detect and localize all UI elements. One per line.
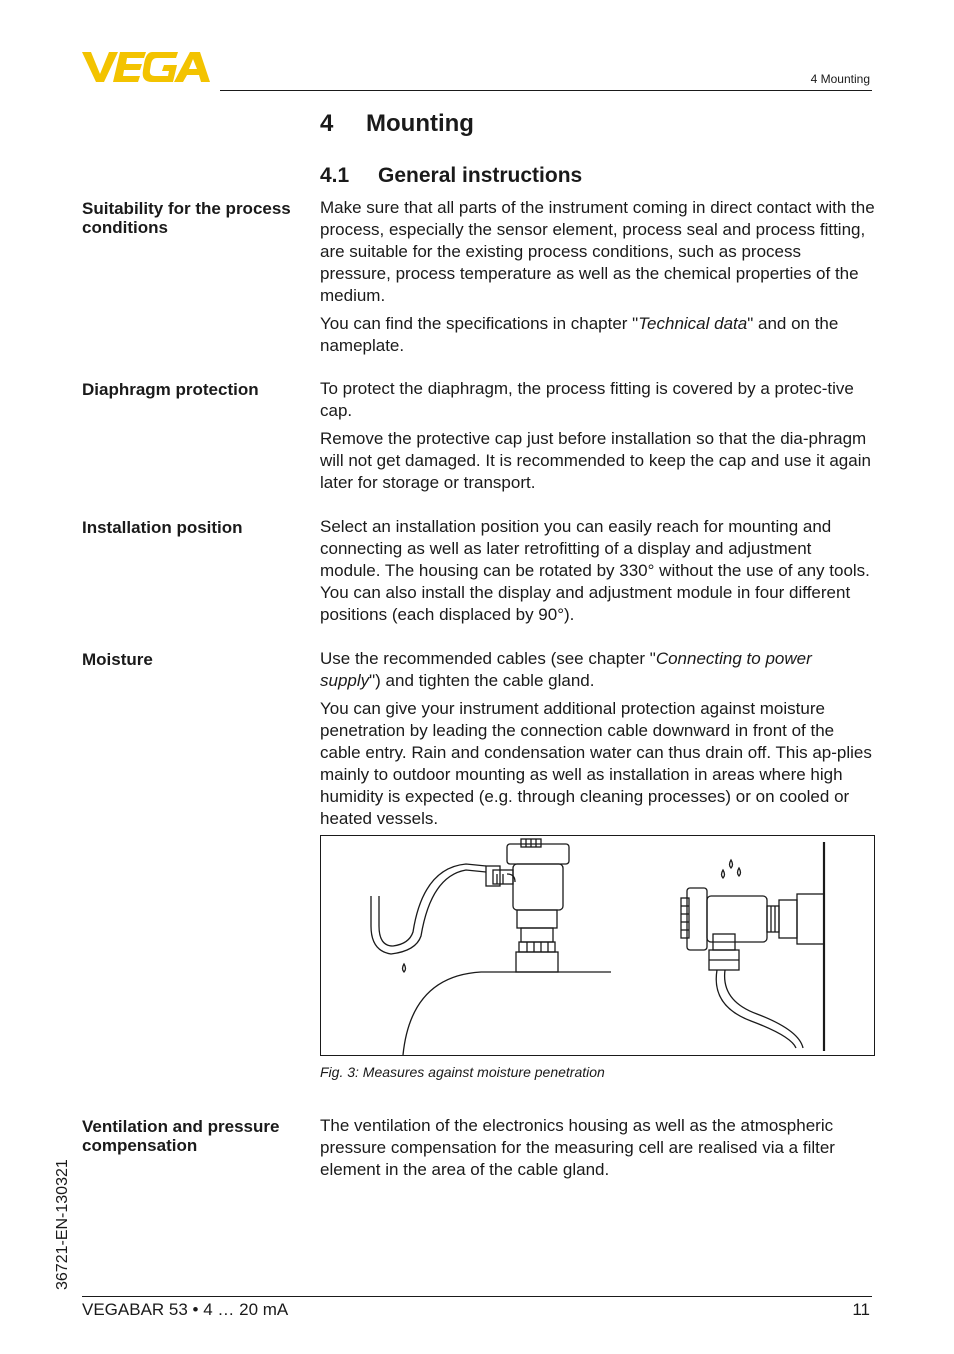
section-title bbox=[320, 164, 582, 188]
installation-paragraph-1: Select an installation position you can easily reach for mounting and connecting as well as later retrofitting of a display and adjustment module. The housing can be rotated by 330° without the use of any tools. You can also install the display and adjustment module in four different positions (each displaced by 90°). bbox=[320, 517, 870, 624]
suitability-paragraph-2 bbox=[320, 313, 876, 357]
chapter-number: 4 bbox=[320, 110, 334, 137]
vertical-mounting-drawing bbox=[371, 839, 611, 1055]
running-header: 4 Mounting bbox=[810, 72, 870, 86]
moisture-paragraph-2: You can give your instrument additional protection against moisture penetration by leading the connection cable downward in front of the cable entry. Rain and condensation water can thus drain off. This ap-plies mainly to outdoor mounting as well as installation in areas where high humidity is expected (e.g. through cleaning processes) or on cooled or heated vessels. bbox=[320, 699, 872, 828]
vega-logo-mark bbox=[82, 50, 212, 84]
chapter-title-text: Mounting bbox=[366, 110, 474, 137]
footer-rule bbox=[82, 1296, 872, 1297]
moisture-p1-end: ") and tighten the cable gland. bbox=[369, 671, 595, 690]
diaphragm-paragraph-2: Remove the protective cap just before installation so that the dia-phragm will not get damaged. It is recommended to keep the cap and use it again later for storage or transport. bbox=[320, 429, 871, 492]
ventilation-paragraph-1: The ventilation of the electronics housing as well as the atmospheric pressure compensation for the measuring cell are realised via a filter element in the area of the cable gland. bbox=[320, 1116, 835, 1179]
document-id: 36721-EN-130321 bbox=[54, 1159, 71, 1290]
diaphragm-body bbox=[320, 378, 876, 500]
diaphragm-paragraph-1: To protect the diaphragm, the process fitting is covered by a protec-tive cap. bbox=[320, 379, 854, 420]
suitability-heading: Suitability for the process conditions bbox=[82, 199, 291, 237]
moisture-illustration bbox=[321, 836, 874, 1055]
horizontal-mounting-drawing bbox=[681, 842, 824, 1051]
suitability-paragraph-1: Make sure that all parts of the instrument coming in direct contact with the process, especially the sensor element, process seal and process fitting, are suitable for the existing process conditions, such as process pressure, process temperature as well as the chemical properties of the medium. bbox=[320, 198, 875, 305]
moisture-body bbox=[320, 648, 876, 836]
section-number: 4.1 bbox=[320, 164, 350, 187]
ventilation-body bbox=[320, 1115, 876, 1187]
vega-logo bbox=[82, 50, 212, 84]
figure-caption: Fig. 3: Measures against moisture penetration bbox=[320, 1064, 605, 1080]
suitability-p2-end: " and on the nameplate. bbox=[320, 314, 839, 355]
moisture-paragraph-1 bbox=[320, 648, 876, 692]
header-rule bbox=[220, 90, 872, 91]
suitability-body bbox=[320, 197, 876, 363]
diaphragm-heading: Diaphragm protection bbox=[82, 380, 259, 399]
technical-data-reference: Technical data bbox=[638, 314, 748, 333]
connecting-power-reference: Connecting to power supply bbox=[320, 649, 812, 690]
moisture-heading: Moisture bbox=[82, 650, 153, 669]
installation-heading: Installation position bbox=[82, 518, 243, 537]
suitability-p2-start: You can find the specifications in chapter " bbox=[320, 314, 639, 333]
footer-product: VEGABAR 53 • 4 … 20 mA bbox=[82, 1300, 289, 1319]
moisture-figure bbox=[320, 835, 875, 1056]
page-number: 11 bbox=[852, 1300, 870, 1319]
installation-body bbox=[320, 516, 876, 632]
section-title-text: General instructions bbox=[378, 164, 583, 187]
moisture-p1-start: Use the recommended cables (see chapter " bbox=[320, 649, 656, 668]
ventilation-heading: Ventilation and pressure compensation bbox=[82, 1117, 280, 1155]
chapter-title bbox=[320, 110, 474, 138]
